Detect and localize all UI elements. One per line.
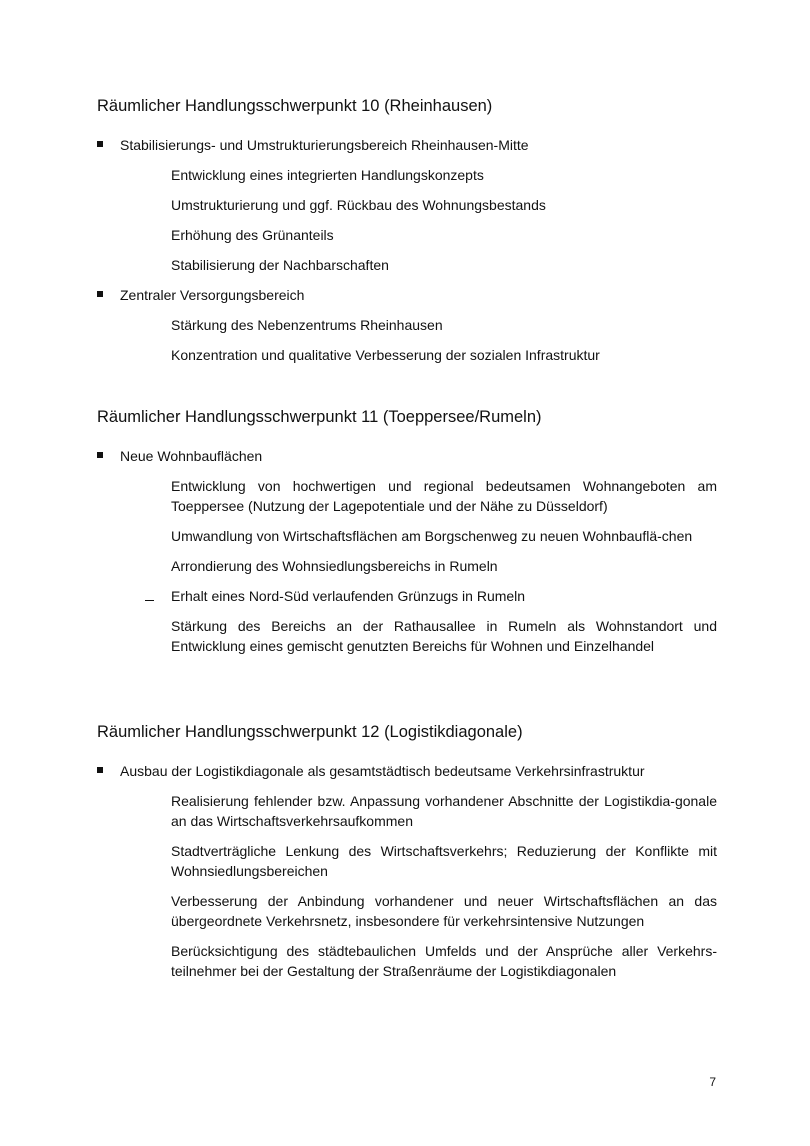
sub-item-text: Umstrukturierung und ggf. Rückbau des Wohnungsbestands (171, 197, 546, 213)
sub-item (97, 255, 717, 275)
bullet-label: Neue Wohnbauflächen (120, 448, 263, 464)
sub-item (97, 841, 717, 881)
bullet-item (97, 135, 717, 155)
section-title: Räumlicher Handlungsschwerpunkt 10 (Rheinhausen) (97, 97, 493, 115)
sub-item-text: Konzentration und qualitative Verbesserung der sozialen Infrastruktur (171, 347, 600, 363)
sub-item (97, 225, 717, 245)
square-bullet-icon (97, 452, 103, 458)
sub-item (97, 616, 717, 656)
section-logistikdiagonale (97, 722, 717, 991)
sub-item-text: Stärkung des Nebenzentrums Rheinhausen (171, 317, 443, 333)
page-number: 7 (709, 1075, 716, 1089)
section-title: Räumlicher Handlungsschwerpunkt 11 (Toeppersee/Rumeln) (97, 408, 542, 426)
sub-item (97, 941, 717, 981)
sub-item-text: Stärkung des Bereichs an der Rathausallee in Rumeln als Wohnstandort und Entwicklung eines gemischt genutzten Bereichs für Wohnen und Einzelhandel (171, 618, 717, 654)
sub-item (97, 556, 717, 576)
sub-item (97, 586, 717, 606)
sub-item-text: Arrondierung des Wohnsiedlungsbereichs in Rumeln (171, 558, 498, 574)
sub-item (97, 345, 717, 365)
bullet-label: Stabilisierungs- und Umstrukturierungsbereich Rheinhausen-Mitte (120, 137, 529, 153)
sub-item (97, 195, 717, 215)
square-bullet-icon (97, 141, 103, 147)
bullet-label: Ausbau der Logistikdiagonale als gesamtstädtisch bedeutsame Verkehrsinfrastruktur (120, 763, 645, 779)
sub-item-text: Verbesserung der Anbindung vorhandener und neuer Wirtschaftsflächen an das übergeordnete Verkehrsnetz, insbesondere für verkehrsintensive Nutzungen (171, 893, 717, 929)
sub-item (97, 791, 717, 831)
dash-bullet-icon (145, 600, 154, 601)
sub-item-text: Erhöhung des Grünanteils (171, 227, 334, 243)
sub-item-text: Erhalt eines Nord-Süd verlaufenden Grünzugs in Rumeln (171, 588, 526, 604)
sub-item-text: Berücksichtigung des städtebaulichen Umfelds und der Ansprüche aller Verkehrs-teilnehmer bei der Gestaltung der Straßenräume der Logistikdiagonalen (171, 943, 717, 979)
sub-item (97, 476, 717, 516)
bullet-label: Zentraler Versorgungsbereich (120, 287, 305, 303)
sub-item-text: Umwandlung von Wirtschaftsflächen am Borgschenweg zu neuen Wohnbauflä-chen (171, 528, 693, 544)
sub-item-text: Realisierung fehlender bzw. Anpassung vorhandener Abschnitte der Logistikdia-gonale an das Wirtschaftsverkehrsaufkommen (171, 793, 717, 829)
section-rheinhausen (97, 96, 717, 375)
sub-item (97, 526, 717, 546)
section-title: Räumlicher Handlungsschwerpunkt 12 (Logistikdiagonale) (97, 723, 523, 741)
sub-item (97, 165, 717, 185)
bullet-item (97, 285, 717, 305)
sub-item (97, 315, 717, 335)
sub-item (97, 891, 717, 931)
bullet-item (97, 761, 717, 781)
section-toeppersee-rumeln (97, 407, 717, 666)
square-bullet-icon (97, 291, 103, 297)
square-bullet-icon (97, 767, 103, 773)
sub-item-text: Stabilisierung der Nachbarschaften (171, 257, 389, 273)
sub-item-text: Entwicklung von hochwertigen und regional bedeutsamen Wohnangeboten am Toeppersee (Nutzung der Lagepotentiale und der Nähe zu Düsseldorf) (171, 478, 717, 514)
sub-item-text: Stadtverträgliche Lenkung des Wirtschaftsverkehrs; Reduzierung der Konflikte mit Wohnsiedlungsbereichen (171, 843, 717, 879)
sub-item-text: Entwicklung eines integrierten Handlungskonzepts (171, 167, 484, 183)
bullet-item (97, 446, 717, 466)
